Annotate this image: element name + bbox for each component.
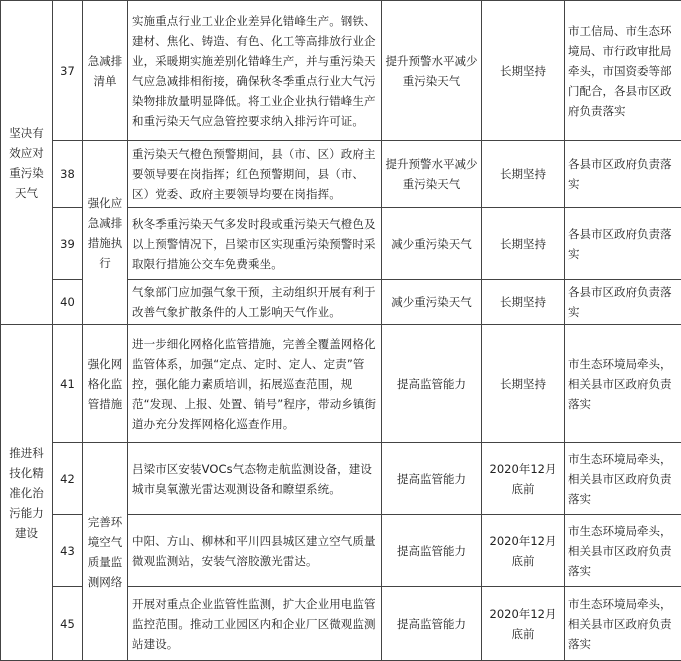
subcategory-cell: 完善环境空气质量监测网络	[83, 443, 128, 661]
goal-cell: 提高监管能力	[382, 443, 482, 515]
table-row	[1, 141, 681, 208]
row-number: 37	[53, 1, 83, 141]
deadline-cell: 2020年12月底前	[482, 515, 565, 587]
row-number: 39	[53, 208, 83, 280]
deadline-cell: 长期坚持	[482, 1, 565, 141]
category-cell: 推进科技化精准化治污能力建设	[1, 325, 53, 661]
goal-cell: 提高监管能力	[382, 325, 482, 443]
responsible-cell: 各县市区政府负责落实	[565, 208, 681, 280]
responsible-cell: 市生态环境局牵头，相关县市区政府负责落实	[565, 587, 681, 661]
table-row	[1, 443, 681, 515]
responsible-cell: 市生态环境局牵头，相关县市区政府负责落实	[565, 443, 681, 515]
deadline-cell: 长期坚持	[482, 280, 565, 325]
row-number: 45	[53, 587, 83, 661]
goal-cell: 提升预警水平减少重污染天气	[382, 1, 482, 141]
measure-cell: 气象部门应加强气象干预，主动组织开展有利于改善气象扩散条件的人工影响天气作业。	[128, 280, 382, 325]
measure-cell: 开展对重点企业监管性监测，扩大企业用电监管监控范围。推动工业园区内和企业厂区微观监测站建设。	[128, 587, 382, 661]
responsible-cell: 各县市区政府负责落实	[565, 280, 681, 325]
deadline-cell: 长期坚持	[482, 141, 565, 208]
goal-cell: 提高监管能力	[382, 587, 482, 661]
deadline-cell: 2020年12月底前	[482, 587, 565, 661]
measure-cell: 重污染天气橙色预警期间，县（市、区）政府主要领导要在岗指挥；红色预警期间，县（市、区）党委、政府主要领导均要在岗指挥。	[128, 141, 382, 208]
row-number: 38	[53, 141, 83, 208]
goal-cell: 减少重污染天气	[382, 280, 482, 325]
measure-cell: 进一步细化网格化监管措施，完善全覆盖网格化监管体系，加强“定点、定时、定人、定责”管控，强化能力素质培训，拓展巡查范围，规范“发现、上报、处置、销号”程序，带动乡镇街道办充分发挥网格化巡查作用。	[128, 325, 382, 443]
row-number: 40	[53, 280, 83, 325]
table-row	[1, 1, 681, 141]
subcategory-cell: 强化网格化监管措施	[83, 325, 128, 443]
row-number: 43	[53, 515, 83, 587]
measure-cell: 中阳、方山、柳林和平川四县城区建立空气质量微观监测站，安装气溶胶激光雷达。	[128, 515, 382, 587]
measure-cell: 秋冬季重污染天气多发时段或重污染天气橙色及以上预警情况下，吕梁市区实现重污染预警时采取限行措施公交车免费乘坐。	[128, 208, 382, 280]
deadline-cell: 2020年12月底前	[482, 443, 565, 515]
measure-cell: 吕梁市区安装VOCs气态物走航监测设备，建设城市臭氧激光雷达观测设备和瞭望系统。	[128, 443, 382, 515]
goal-cell: 提升预警水平减少重污染天气	[382, 141, 482, 208]
responsible-cell: 市生态环境局牵头，相关县市区政府负责落实	[565, 515, 681, 587]
row-number: 41	[53, 325, 83, 443]
responsible-cell: 市生态环境局牵头，相关县市区政府负责落实	[565, 325, 681, 443]
category-cell: 坚决有效应对重污染天气	[1, 1, 53, 325]
measure-cell: 实施重点行业工业企业差异化错峰生产。钢铁、建材、焦化、铸造、有色、化工等高排放行业企业，采暖期实施差别化错峰生产，并与重污染天气应急减排相衔接，确保秋冬季重点行业大气污染物排放量明显降低。将工业企业执行错峰生产和重污染天气应急管控要求纳入排污许可证。	[128, 1, 382, 141]
deadline-cell: 长期坚持	[482, 208, 565, 280]
row-number: 42	[53, 443, 83, 515]
table-row	[1, 325, 681, 443]
goal-cell: 提高监管能力	[382, 515, 482, 587]
responsible-cell: 各县市区政府负责落实	[565, 141, 681, 208]
goal-cell: 减少重污染天气	[382, 208, 482, 280]
responsible-cell: 市工信局、市生态环境局、市行政审批局牵头，市国资委等部门配合，各县市区政府负责落实	[565, 1, 681, 141]
subcategory-cell: 强化应急减排措施执行	[83, 141, 128, 325]
subcategory-cell: 急减排清单	[83, 1, 128, 141]
deadline-cell: 长期坚持	[482, 325, 565, 443]
